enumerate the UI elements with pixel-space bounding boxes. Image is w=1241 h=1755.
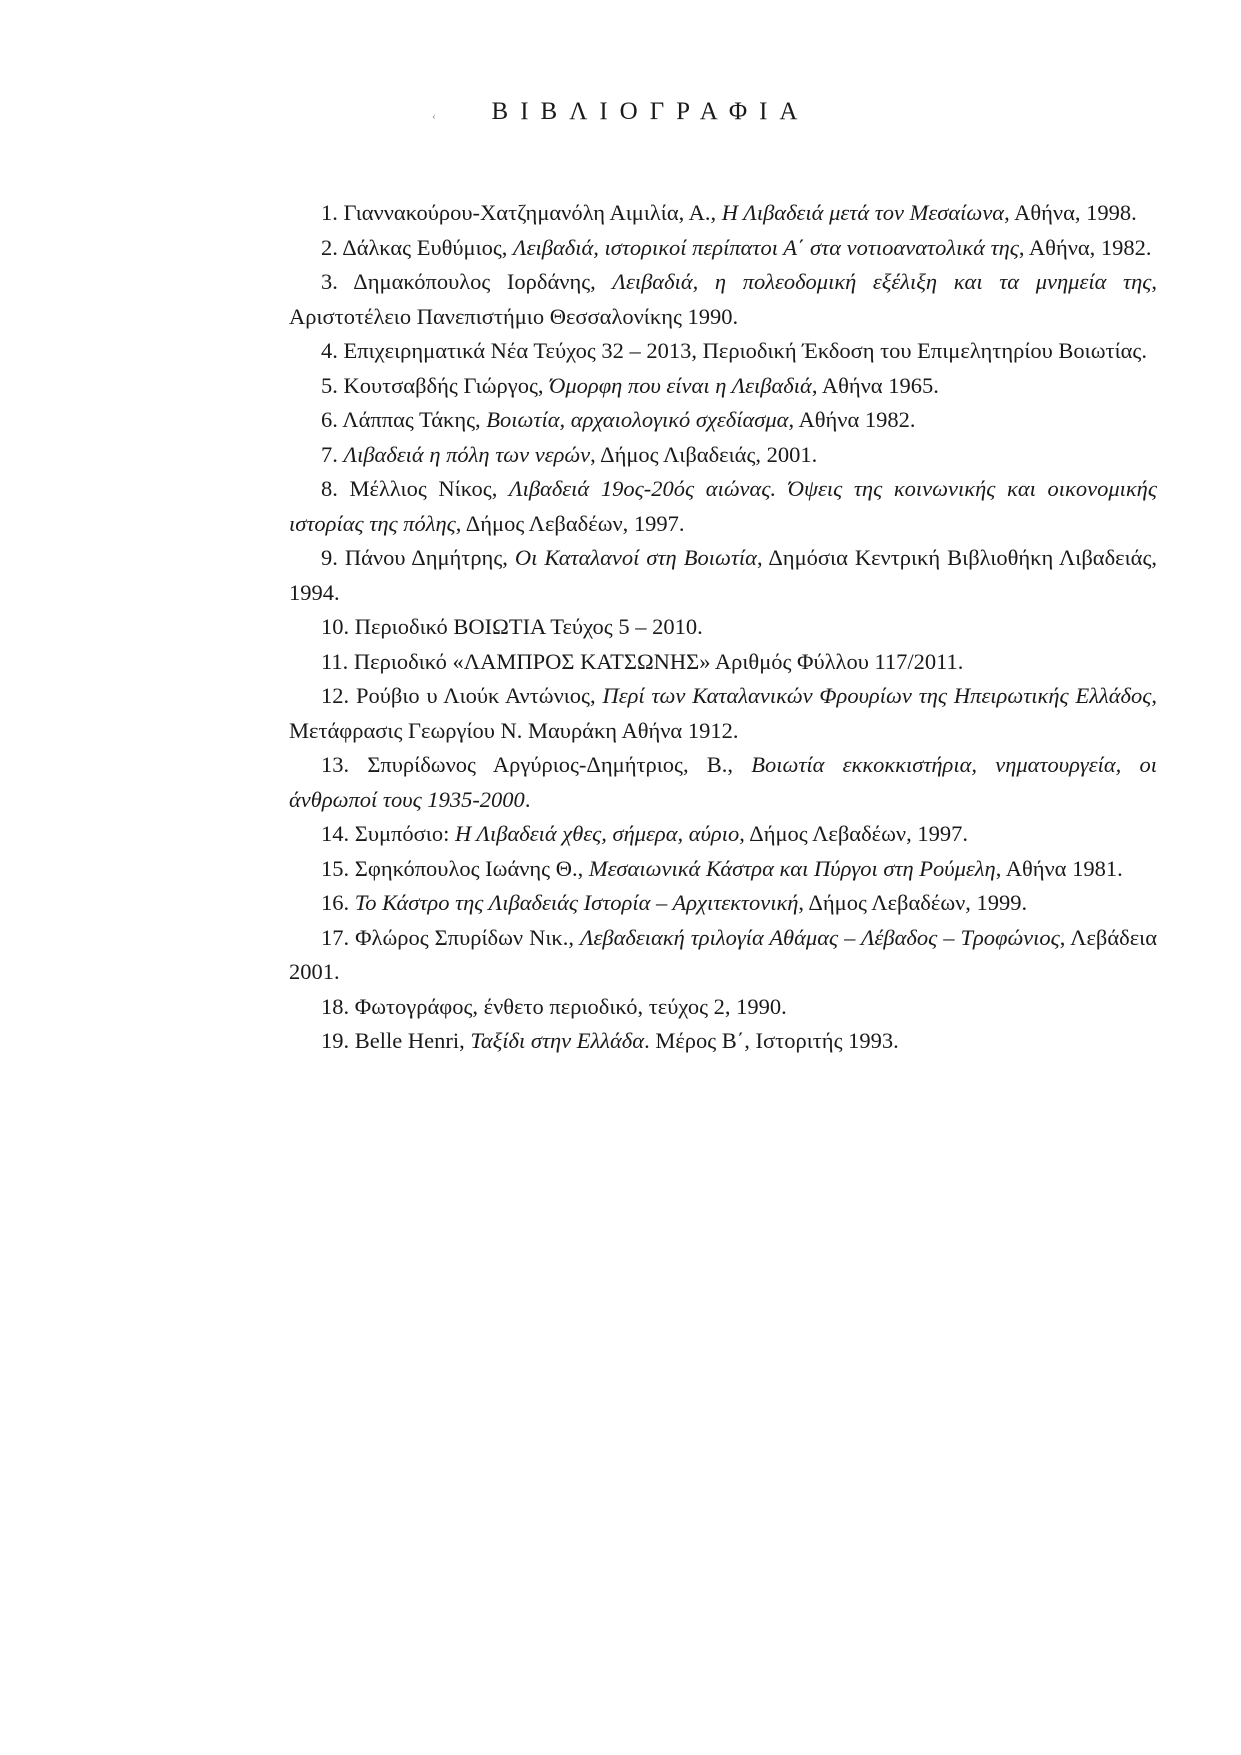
entry-text: Σφηκόπουλος Ιωάνης Θ., bbox=[354, 855, 589, 881]
bibliography-entry bbox=[289, 610, 1157, 645]
entry-text: Φωτογράφος, ένθετο περιοδικό, τεύχος 2, 1990. bbox=[354, 993, 787, 1019]
entry-title: Βοιωτία εκκοκκιστήρια, νηματουργεία, οι άνθρωποί τους 1935-2000 bbox=[289, 752, 1158, 812]
entry-number: 15. bbox=[321, 855, 350, 881]
entry-text: , Αθήνα 1982. bbox=[788, 407, 916, 432]
entry-text: Φλώρος Σπυρίδων Νικ., bbox=[355, 924, 580, 950]
entry-title: Λεβαδειακή τριλογία Αθάμας – Λέβαδος – Τροφώνιος bbox=[579, 924, 1060, 950]
scan-mark: ‹ bbox=[432, 112, 436, 123]
entry-text: , Δημόσια Κεντρική Βιβλιοθήκη Λιβαδειάς, 1994. bbox=[289, 545, 1158, 605]
entry-number: 6. bbox=[321, 407, 338, 432]
entry-number: 7. bbox=[321, 441, 338, 467]
bibliography-entry bbox=[289, 369, 1157, 404]
entry-text: , Δήμος Λεβαδέων, 1999. bbox=[798, 890, 1028, 915]
entry-title: Λειβαδιά, η πολεοδομική εξέλιξη και τα μνημεία της bbox=[612, 269, 1152, 294]
entry-number: 16. bbox=[321, 890, 350, 915]
entry-number: 12. bbox=[321, 683, 350, 708]
entry-text: Δημακόπουλος Ιορδάνης, bbox=[353, 269, 613, 294]
entry-text: , Αριστοτέλειο Πανεπιστήμιο Θεσσαλονίκης 1990. bbox=[289, 269, 1157, 329]
bibliography-entry bbox=[289, 438, 1157, 473]
entry-number: 18. bbox=[321, 993, 350, 1019]
entry-title: Μεσαιωνικά Κάστρα και Πύργοι στη Ρούμελη bbox=[588, 855, 996, 881]
entry-text: Δάλκας Ευθύμιος, bbox=[342, 234, 514, 260]
bibliography-entry bbox=[289, 541, 1157, 610]
entry-text: , Αθήνα 1981. bbox=[995, 855, 1123, 881]
entry-text: , Αθήνα 1965. bbox=[811, 372, 939, 398]
bibliography-entry bbox=[289, 748, 1157, 817]
entry-title: Ταξίδι στην Ελλάδα bbox=[470, 1028, 645, 1053]
page-heading: ΒΙΒΛΙΟΓΡΑΦΙΑ bbox=[491, 98, 810, 125]
entry-title: Η Λιβαδειά χθες, σήμερα, αύριο bbox=[454, 821, 740, 846]
entry-title: Βοιωτία, αρχαιολογικό σχεδίασμα bbox=[486, 407, 789, 432]
bibliography-entry bbox=[289, 1024, 1157, 1059]
entry-text: , Αθήνα, 1982. bbox=[1018, 234, 1152, 260]
entry-text: Κουτσαβδής Γιώργος, bbox=[343, 372, 550, 398]
bibliography-entry bbox=[289, 679, 1157, 748]
entry-text: Περιοδικό ΒΟΙΩΤΙΑ Τεύχος 5 – 2010. bbox=[354, 614, 703, 639]
entry-number: 9. bbox=[321, 545, 338, 570]
bibliography-entry bbox=[289, 817, 1157, 852]
entry-number: 2. bbox=[321, 234, 338, 260]
bibliography-entry bbox=[289, 921, 1157, 990]
bibliography-entry bbox=[289, 265, 1157, 334]
entry-text: , Αθήνα, 1998. bbox=[1004, 200, 1137, 225]
entry-number: 13. bbox=[321, 752, 350, 777]
entry-text: Περιοδικό «ΛΑΜΠΡΟΣ ΚΑΤΣΩΝΗΣ» Αριθμός Φύλλου 117/2011. bbox=[353, 648, 964, 674]
entry-text: , Δήμος Λιβαδειάς, 2001. bbox=[590, 441, 818, 467]
entry-text: , Δήμος Λεβαδέων, 1997. bbox=[739, 821, 968, 846]
bibliography-list bbox=[289, 196, 1157, 1059]
bibliography-entry bbox=[289, 852, 1157, 887]
bibliography-entry bbox=[289, 196, 1157, 231]
entry-number: 3. bbox=[321, 269, 338, 294]
entry-text: Belle Henri, bbox=[354, 1028, 471, 1053]
entry-title: Λιβαδειά η πόλη των νερών bbox=[343, 441, 591, 467]
entry-title: Η Λιβαδειά μετά τον Μεσαίωνα bbox=[721, 200, 1005, 225]
entry-number: 5. bbox=[321, 372, 338, 398]
bibliography-entry bbox=[289, 472, 1157, 541]
entry-number: 17. bbox=[321, 924, 350, 950]
entry-text: , Δήμος Λεβαδέων, 1997. bbox=[455, 510, 685, 536]
entry-number: 4. bbox=[321, 338, 338, 363]
entry-text: Συμπόσιο: bbox=[354, 821, 455, 846]
entry-text: Μέλλιος Νίκος, bbox=[349, 476, 509, 501]
bibliography-entry bbox=[289, 645, 1157, 680]
entry-number: 14. bbox=[321, 821, 350, 846]
bibliography-entry bbox=[289, 990, 1157, 1025]
entry-text: Σπυρίδωνος Αργύριος-Δημήτριος, Β., bbox=[367, 752, 752, 777]
entry-text: Γιαννακούρου-Χατζημανόλη Αιμιλία, Α., bbox=[343, 200, 722, 225]
entry-text: , Λεβάδεια 2001. bbox=[289, 924, 1158, 984]
entry-number: 19. bbox=[321, 1028, 350, 1053]
entry-title: Όμορφη που είναι η Λειβαδιά bbox=[549, 372, 812, 398]
entry-text: Λάππας Τάκης, bbox=[342, 407, 487, 432]
entry-text: . Μέρος Β΄, Ιστοριτής 1993. bbox=[644, 1028, 899, 1053]
entry-number: 10. bbox=[321, 614, 350, 639]
entry-title: Λιβαδειά 19ος-20ός αιώνας. Όψεις της κοινωνικής και οικονομικής ιστορίας της πόλης bbox=[289, 476, 1157, 536]
bibliography-entry bbox=[289, 886, 1157, 921]
entry-number: 8. bbox=[321, 476, 338, 501]
entry-title: Οι Καταλανοί στη Βοιωτία bbox=[514, 545, 757, 570]
bibliography-entry bbox=[289, 231, 1157, 266]
entry-text: Ρούβιο υ Λιούκ Αντώνιος, bbox=[355, 683, 603, 708]
entry-text: , Μετάφρασις Γεωργίου Ν. Μαυράκη Αθήνα 1912. bbox=[289, 683, 1158, 743]
entry-title: Το Κάστρο της Λιβαδειάς Ιστορία – Αρχιτεκτονική bbox=[354, 890, 799, 915]
entry-number: 1. bbox=[321, 200, 338, 225]
entry-title: Περί των Καταλανικών Φρουρίων της Ηπειρωτικής Ελλάδος bbox=[602, 683, 1152, 708]
entry-title: Λειβαδιά, ιστορικοί περίπατοι Α΄ στα νοτιοανατολικά της bbox=[513, 234, 1019, 260]
bibliography-entry bbox=[289, 334, 1157, 369]
entry-text: Πάνου Δημήτρης, bbox=[344, 545, 515, 570]
entry-text: . bbox=[524, 786, 531, 812]
bibliography-entry bbox=[289, 403, 1157, 438]
entry-text: Επιχειρηματικά Νέα Τεύχος 32 – 2013, Περιοδική Έκδοση του Επιμελητηρίου Βοιωτίας. bbox=[343, 338, 1147, 363]
entry-number: 11. bbox=[321, 648, 349, 674]
